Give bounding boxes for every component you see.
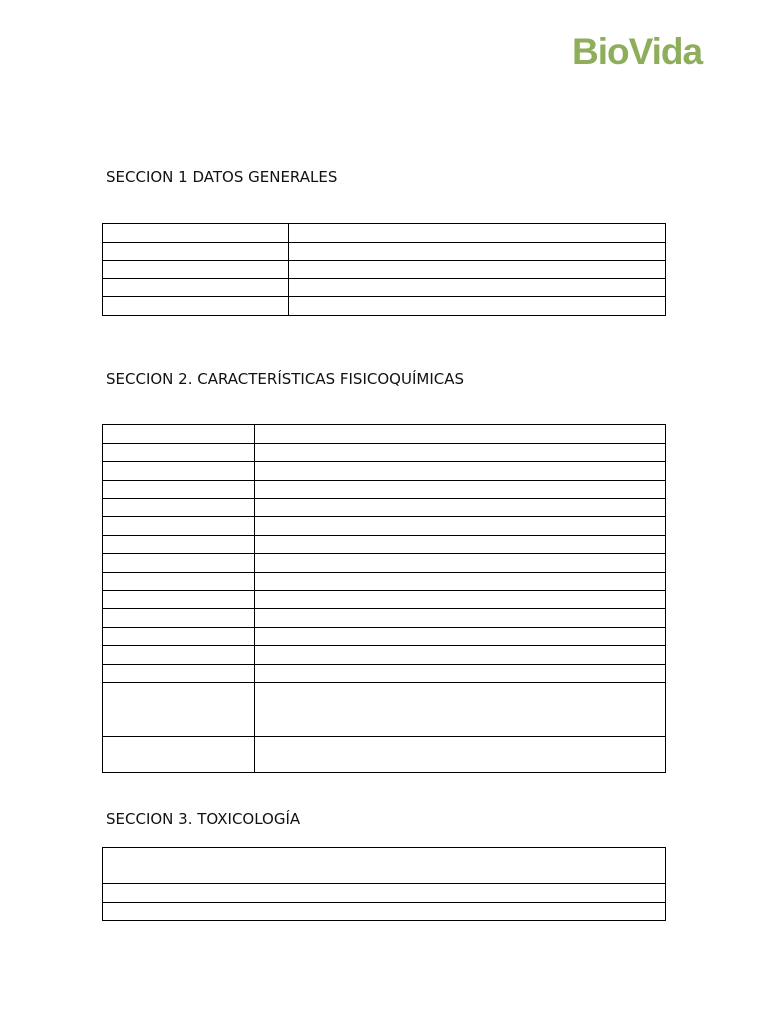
table-cell — [103, 665, 255, 683]
section-2-table — [102, 424, 666, 773]
table-cell — [103, 462, 255, 481]
table-cell — [103, 261, 289, 279]
table-row — [103, 683, 666, 737]
table-row — [103, 517, 666, 536]
table-cell — [289, 261, 666, 279]
table-cell — [255, 517, 666, 536]
table-row — [103, 462, 666, 481]
section-1-table — [102, 223, 666, 316]
table-cell — [255, 481, 666, 499]
table-cell — [255, 573, 666, 591]
table-row — [103, 646, 666, 665]
section-2-title: SECCION 2. CARACTERÍSTICAS FISICOQUÍMICAS — [106, 370, 464, 388]
table-cell — [255, 646, 666, 665]
section-1-title: SECCION 1 DATOS GENERALES — [106, 168, 338, 186]
table-row — [103, 425, 666, 444]
table-cell — [103, 279, 289, 297]
table-cell — [255, 665, 666, 683]
table-cell — [103, 499, 255, 517]
table-cell — [103, 609, 255, 628]
table-cell — [289, 279, 666, 297]
table-cell — [255, 462, 666, 481]
table-cell — [255, 683, 666, 737]
table-cell — [103, 517, 255, 536]
table-row — [103, 499, 666, 517]
section-3-table — [102, 847, 666, 921]
brand-logo: BioVida — [572, 31, 703, 72]
table-row — [103, 737, 666, 773]
table-cell — [103, 297, 289, 316]
table-cell — [255, 609, 666, 628]
table-row — [103, 609, 666, 628]
table-cell — [103, 683, 255, 737]
section-3-title: SECCION 3. TOXICOLOGÍA — [106, 810, 301, 828]
table-row — [103, 848, 666, 884]
table-row — [103, 665, 666, 683]
table-cell — [255, 444, 666, 462]
table-cell — [103, 591, 255, 609]
table-row — [103, 591, 666, 609]
table-row — [103, 243, 666, 261]
table-row — [103, 261, 666, 279]
table-cell — [255, 591, 666, 609]
table-cell — [255, 425, 666, 444]
table-cell — [103, 573, 255, 591]
table-cell — [103, 224, 289, 243]
table-row — [103, 903, 666, 921]
table-cell — [103, 737, 255, 773]
table-cell — [289, 297, 666, 316]
table-cell — [103, 903, 666, 921]
table-cell — [103, 628, 255, 646]
table-row — [103, 884, 666, 903]
table-cell — [103, 481, 255, 499]
table-cell — [255, 628, 666, 646]
table-row — [103, 628, 666, 646]
table-row — [103, 444, 666, 462]
table-row — [103, 536, 666, 554]
table-cell — [255, 536, 666, 554]
table-cell — [103, 646, 255, 665]
table-row — [103, 297, 666, 316]
table-cell — [255, 499, 666, 517]
table-cell — [103, 243, 289, 261]
table-row — [103, 573, 666, 591]
table-cell — [103, 554, 255, 573]
table-cell — [103, 884, 666, 903]
table-row — [103, 224, 666, 243]
table-cell — [103, 444, 255, 462]
table-cell — [255, 554, 666, 573]
table-cell — [103, 536, 255, 554]
table-row — [103, 554, 666, 573]
table-cell — [255, 737, 666, 773]
table-cell — [103, 848, 666, 884]
table-cell — [103, 425, 255, 444]
table-cell — [289, 224, 666, 243]
table-row — [103, 481, 666, 499]
table-cell — [289, 243, 666, 261]
table-row — [103, 279, 666, 297]
